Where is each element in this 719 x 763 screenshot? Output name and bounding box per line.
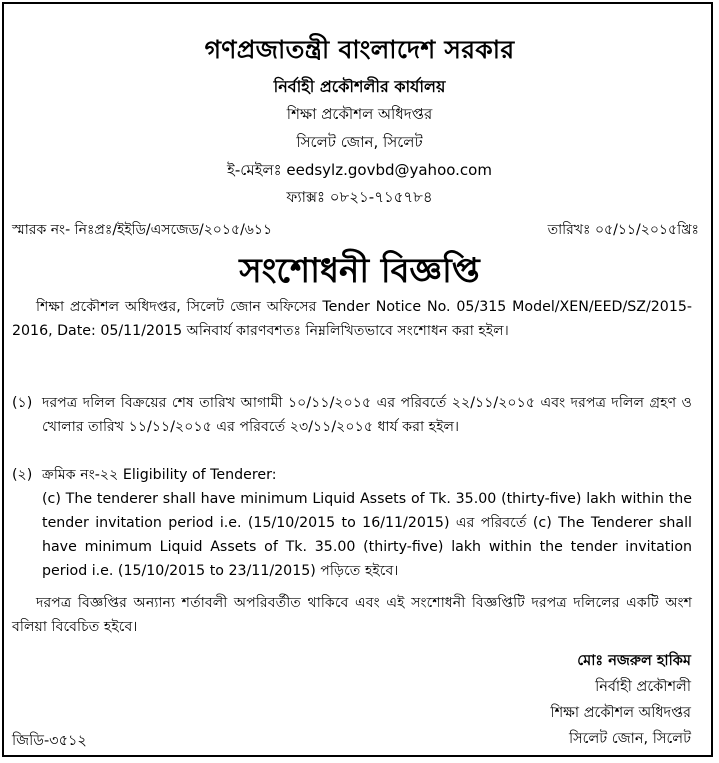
item-2-text: (c) The tenderer shall have minimum Liquid Assets of Tk. 35.00 (thirty-five) lakh within the tender invitation period i.e. (15/10/2015 to 16/11/2015) এর পরিবর্তে (c) The Tenderer shall have minimum Liquid Assets of Tk. 35.00 (thirty-five) lakh within the tender invitation period i.e. (15/10/2015 to 23/11/2015) পড়িতে হইবে। xyxy=(42,491,692,579)
signatory-zone: সিলেট জোন, সিলেট xyxy=(568,731,691,747)
signatory-name: মোঃ নজরুল হাকিম xyxy=(577,653,691,669)
page-title: সংশোধনী বিজ্ঞপ্তি xyxy=(239,251,480,291)
gd-number: জিডি-৩৫১২ xyxy=(12,733,87,749)
office-name: নির্বাহী প্রকৌশলীর কার্যালয় xyxy=(273,77,446,96)
memo-date: তারিখঃ ০৫/১১/২০১৫খ্রিঃ xyxy=(547,222,699,238)
item-2-heading: ক্রমিক নং-২২ Eligibility of Tenderer: xyxy=(42,467,277,483)
government-title: গণপ্রজাতন্ত্রী বাংলাদেশ সরকার xyxy=(204,35,515,64)
memo-reference: স্মারক নং- নিঃপ্রঃ/ইইডি/এসজেড/২০১৫/৬১১ xyxy=(12,222,273,238)
intro-paragraph: শিক্ষা প্রকৌশল অধিদপ্তর, সিলেট জোন অফিসের Tender Notice No. 05/315 Model/XEN/EED/SZ/2015-2016, Date: 05/11/2015 অনিবার্য কারণবশতঃ নিম্নলিখিতভাবে সংশোধন করা হইল। xyxy=(12,299,692,339)
item-1-number: (১) xyxy=(12,395,33,411)
signatory-designation: নির্বাহী প্রকৌশলী xyxy=(595,679,691,695)
item-1-text: দরপত্র দলিল বিক্রয়ের শেষ তারিখ আগামী ১০/১১/২০১৫ এর পরিবর্তে ২২/১১/২০১৫ এবং দরপত্র দলিল গ্রহণ ও খোলার তারিখ ১১/১১/২০১৫ এর পরিবর্তে ২৩/১১/২০১৫ ধার্য করা হইল। xyxy=(42,395,692,435)
zone-address: সিলেট জোন, সিলেট xyxy=(296,133,423,151)
fax-number: ফ্যাক্সঃ ০৮২১-৭১৫৭৮৪ xyxy=(286,188,433,206)
item-2-number: (২) xyxy=(12,467,33,483)
email-address: ই-মেইলঃ eedsylz.govbd@yahoo.com xyxy=(227,161,492,179)
signatory-department: শিক্ষা প্রকৌশল অধিদপ্তর xyxy=(550,705,691,721)
department-name: শিক্ষা প্রকৌশল অধিদপ্তর xyxy=(286,105,433,123)
closing-paragraph: দরপত্র বিজ্ঞপ্তির অন্যান্য শর্তাবলী অপরিবর্তীত থাকিবে এবং এই সংশোধনী বিজ্ঞপ্তিটি দরপত্র দলিলের একটি অংশ বলিয়া বিবেচিত হইবে। xyxy=(12,595,692,635)
